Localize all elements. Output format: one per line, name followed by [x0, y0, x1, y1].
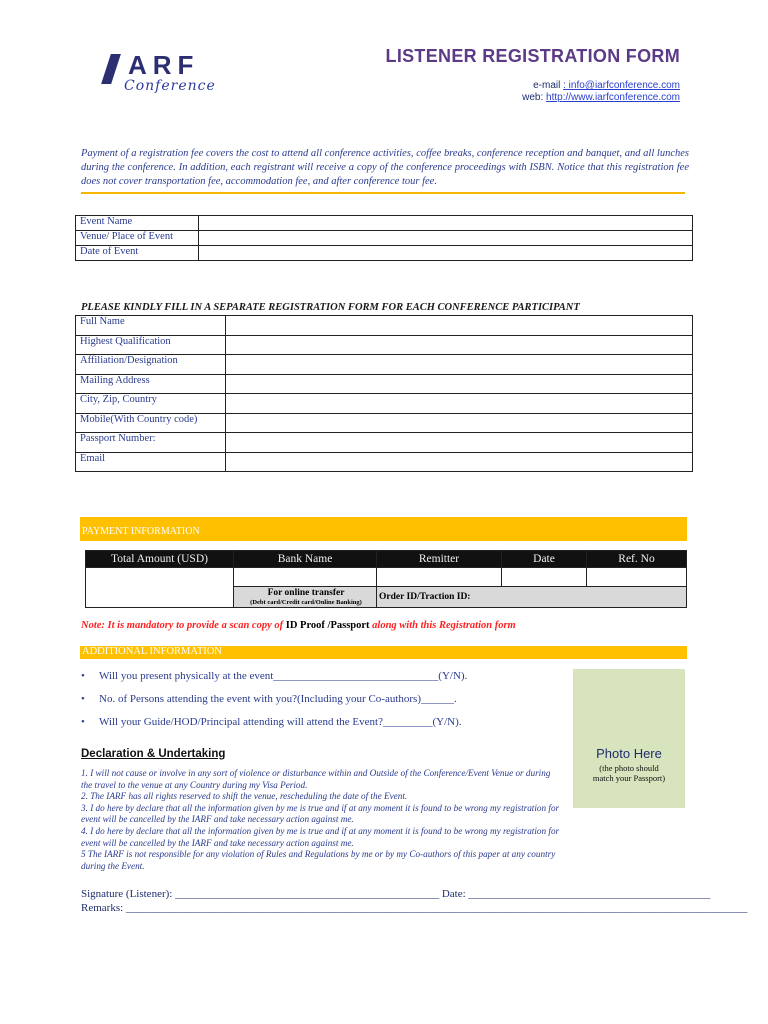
payment-banner [80, 517, 687, 541]
remitter-field[interactable] [377, 568, 502, 587]
online-transfer-cell [234, 587, 377, 608]
city-field[interactable] [226, 394, 693, 414]
photo-placeholder[interactable] [573, 669, 685, 808]
bullet-icon: • [81, 716, 85, 728]
col-remitter: Remitter [377, 551, 502, 568]
city-label: City, Zip, Country [76, 394, 226, 414]
note-doc: ID Proof /Passport [285, 620, 370, 631]
list-item [81, 670, 467, 682]
date-field[interactable] [502, 568, 587, 587]
payment-banner-label: PAYMENT INFORMATION [82, 526, 200, 537]
email-link[interactable]: : info@iarfconference.com [563, 80, 680, 91]
event-table [75, 215, 693, 261]
logo-mark [101, 54, 121, 84]
passport-label: Passport Number: [76, 433, 226, 453]
mobile-label: Mobile(With Country code) [76, 413, 226, 433]
table-row [76, 216, 693, 231]
photo-note: (the photo should match your Passport) [592, 763, 666, 783]
mobile-field[interactable] [226, 413, 693, 433]
intro-paragraph: Payment of a registration fee covers the cost to attend all conference activities, coffee breaks, conference reception and banquet, and all lunches during the conference. In addition, each registrant will receive a copy of the conference proceedings with ISBN. Notice that this registration fee does not cover transportation fee, accommodation fee, and after conference tour fee. [81, 148, 689, 187]
table-header-row [86, 551, 687, 568]
page-title: LISTENER REGISTRATION FORM [385, 46, 680, 66]
declaration-text: 1. I will not cause or involve in any sort of violence or disturbance within and Outside of the Conference/Event Venue or during the travel to the venue at any Country during my Visa Period. 2. The IARF has all rights reserved to shift the venue, rescheduling the date of the Event. 3. I do here by declare that all the information given by me is true and if at any moment it is found to be wrong my registration for event will be cancelled by the IARF and take necessary action against me. 4. I do here by declare that all the information given by me is true and if at any moment it is found to be wrong my registration for event will be cancelled by the IARF and take necessary action against me. 5 The IARF is not responsible for any violation of Rules and Regulations by me or by my Co-authors of this paper at any country during the Event. [81, 768, 560, 871]
passport-field[interactable] [226, 433, 693, 453]
total-amount-field[interactable] [86, 568, 234, 608]
event-date-label: Date of Event [76, 246, 199, 261]
declaration-heading: Declaration & Undertaking [81, 748, 226, 760]
order-id-cell[interactable] [377, 587, 687, 608]
web-line [522, 92, 680, 103]
table-row [76, 452, 693, 472]
col-date: Date [502, 551, 587, 568]
table-row [76, 374, 693, 394]
table-row [76, 433, 693, 453]
list-item [81, 716, 461, 728]
order-id-label: Order ID/Traction ID: [379, 592, 471, 602]
form-instruction: PLEASE KINDLY FILL IN A SEPARATE REGISTRATION FORM FOR EACH CONFERENCE PARTICIPANT [81, 302, 580, 313]
bullet-icon: • [81, 693, 85, 705]
web-link[interactable]: http://www.iarfconference.com [546, 92, 680, 103]
question-guide: Will your Guide/HOD/Principal attending will attend the Event?_________(Y/N). [99, 716, 462, 728]
list-item [81, 693, 457, 705]
email-line [533, 80, 680, 91]
table-row [76, 394, 693, 414]
affiliation-label: Affiliation/Designation [76, 355, 226, 375]
email-field[interactable] [226, 452, 693, 472]
additional-banner [80, 646, 687, 659]
web-label: web: [522, 92, 547, 103]
event-name-label: Event Name [76, 216, 199, 231]
note-suffix: along with this Registration form [369, 620, 516, 631]
additional-banner-label: ADDITIONAL INFORMATION [82, 646, 222, 657]
question-present: Will you present physically at the event______________________________(Y/N). [99, 670, 468, 682]
qualification-field[interactable] [226, 335, 693, 355]
logo-text: ARF [128, 50, 200, 80]
online-transfer-sub: (Debt card/Credit card/Online Banking) [250, 598, 362, 606]
payment-table [85, 550, 687, 608]
affiliation-field[interactable] [226, 355, 693, 375]
bullet-icon: • [81, 670, 85, 682]
full-name-field[interactable] [226, 316, 693, 336]
table-row [76, 355, 693, 375]
note-prefix: Note: It is mandatory to provide a scan copy of [81, 620, 286, 631]
logo-subtitle: Conference [124, 78, 216, 94]
mailing-address-label: Mailing Address [76, 374, 226, 394]
photo-title: Photo Here [596, 746, 662, 761]
signature-line[interactable]: Signature (Listener): ________________________________________________ Date: ____________________________________________ [81, 888, 711, 900]
table-row [76, 413, 693, 433]
remarks-line[interactable]: Remarks: _________________________________________________________________________________________________________________ [81, 902, 748, 914]
ref-no-field[interactable] [587, 568, 687, 587]
col-total-amount: Total Amount (USD) [86, 551, 234, 568]
table-row [86, 568, 687, 587]
event-name-field[interactable] [199, 216, 693, 231]
divider [81, 192, 685, 194]
qualification-label: Highest Qualification [76, 335, 226, 355]
mailing-address-field[interactable] [226, 374, 693, 394]
table-row [76, 231, 693, 246]
full-name-label: Full Name [76, 316, 226, 336]
table-row [76, 335, 693, 355]
event-venue-field[interactable] [199, 231, 693, 246]
table-row [76, 246, 693, 261]
email-label-cell: Email [76, 452, 226, 472]
bank-name-field[interactable] [234, 568, 377, 587]
question-persons: No. of Persons attending the event with you?(Including your Co-authors)______. [99, 693, 457, 705]
participant-table [75, 315, 693, 472]
mandatory-note [81, 620, 516, 631]
col-ref-no: Ref. No [587, 551, 687, 568]
event-date-field[interactable] [199, 246, 693, 261]
table-row [76, 316, 693, 336]
col-bank-name: Bank Name [234, 551, 377, 568]
event-venue-label: Venue/ Place of Event [76, 231, 199, 246]
online-transfer-label: For online transfer [267, 587, 345, 598]
email-label: e-mail [533, 80, 564, 91]
